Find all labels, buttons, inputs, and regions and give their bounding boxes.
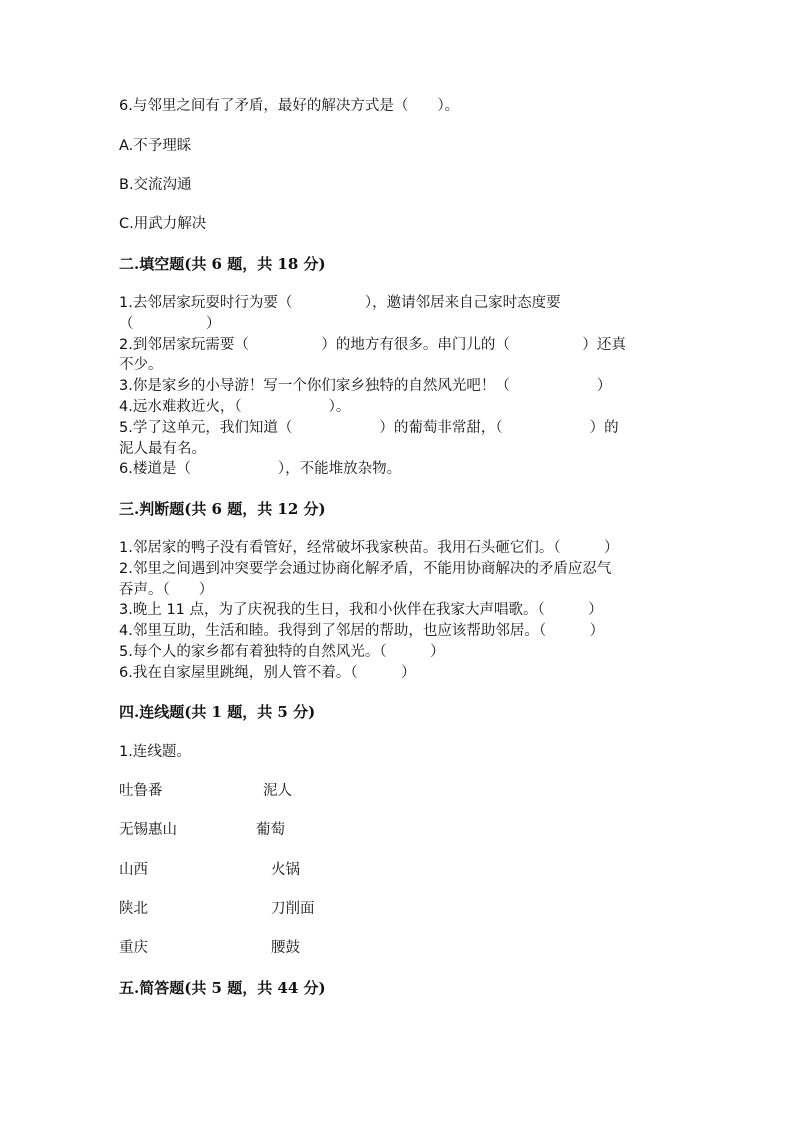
section4-heading: 四.连线题(共 1 题，共 5 分) xyxy=(119,703,316,721)
section2-heading: 二.填空题(共 6 题，共 18 分) xyxy=(119,255,326,273)
fill-question-line: 5.学了这单元，我们知道（ ）的葡萄非常甜，（ ）的 xyxy=(119,420,619,436)
fill-question-line: 3.你是家乡的小导游！写一个你们家乡独特的自然风光吧！（ ） xyxy=(119,378,612,394)
match-left-item: 重庆 xyxy=(119,940,148,956)
match-left-item: 无锡惠山 xyxy=(119,822,177,838)
fill-question-line: 1.去邻居家玩耍时行为要（ ），邀请邻居来自己家时态度要 xyxy=(119,295,561,311)
q6-stem: 6.与邻里之间有了矛盾，最好的解决方式是（ ）。 xyxy=(119,98,460,114)
section3-heading: 三.判断题(共 6 题，共 12 分) xyxy=(119,500,326,518)
judge-question-line: 3.晚上 11 点，为了庆祝我的生日，我和小伙伴在我家大声唱歌。（ ） xyxy=(119,602,603,618)
fill-question-line: 4.远水难救近火，（ ）。 xyxy=(119,399,351,415)
match-question: 1.连线题。 xyxy=(119,744,191,760)
fill-question-line: （ ） xyxy=(119,316,221,332)
match-right-item: 火锅 xyxy=(271,862,300,878)
fill-question-line: 不少。 xyxy=(119,357,163,373)
q6-option-b: B.交流沟通 xyxy=(119,177,192,193)
judge-question-line: 5.每个人的家乡都有着独特的自然风光。（ ） xyxy=(119,644,445,660)
section5-heading: 五.简答题(共 5 题，共 44 分) xyxy=(119,979,326,997)
fill-question-line: 2.到邻居家玩需要（ ）的地方有很多。串门儿的（ ）还真 xyxy=(119,337,626,353)
q6-option-c: C.用武力解决 xyxy=(119,216,207,232)
judge-question-line: 1.邻居家的鸭子没有看管好，经常破坏我家秧苗。我用石头砸它们。（ ） xyxy=(119,540,619,556)
judge-question-line: 4.邻里互助，生活和睦。我得到了邻居的帮助，也应该帮助邻居。（ ） xyxy=(119,623,605,639)
judge-question-line: 6.我在自家屋里跳绳，别人管不着。（ ） xyxy=(119,665,416,681)
match-left-item: 吐鲁番 xyxy=(119,783,163,799)
judge-question-line: 吞声。（ ） xyxy=(119,582,214,598)
fill-question-line: 泥人最有名。 xyxy=(119,441,206,457)
match-right-item: 葡萄 xyxy=(256,822,285,838)
match-right-item: 刀削面 xyxy=(271,901,315,917)
match-right-item: 腰鼓 xyxy=(271,940,300,956)
match-right-item: 泥人 xyxy=(263,783,292,799)
match-left-item: 山西 xyxy=(119,862,148,878)
fill-question-line: 6.楼道是（ ），不能堆放杂物。 xyxy=(119,461,402,477)
judge-question-line: 2.邻里之间遇到冲突要学会通过协商化解矛盾，不能用协商解决的矛盾应忍气 xyxy=(119,561,612,577)
q6-option-a: A.不予理睬 xyxy=(119,138,192,154)
match-left-item: 陕北 xyxy=(119,901,148,917)
